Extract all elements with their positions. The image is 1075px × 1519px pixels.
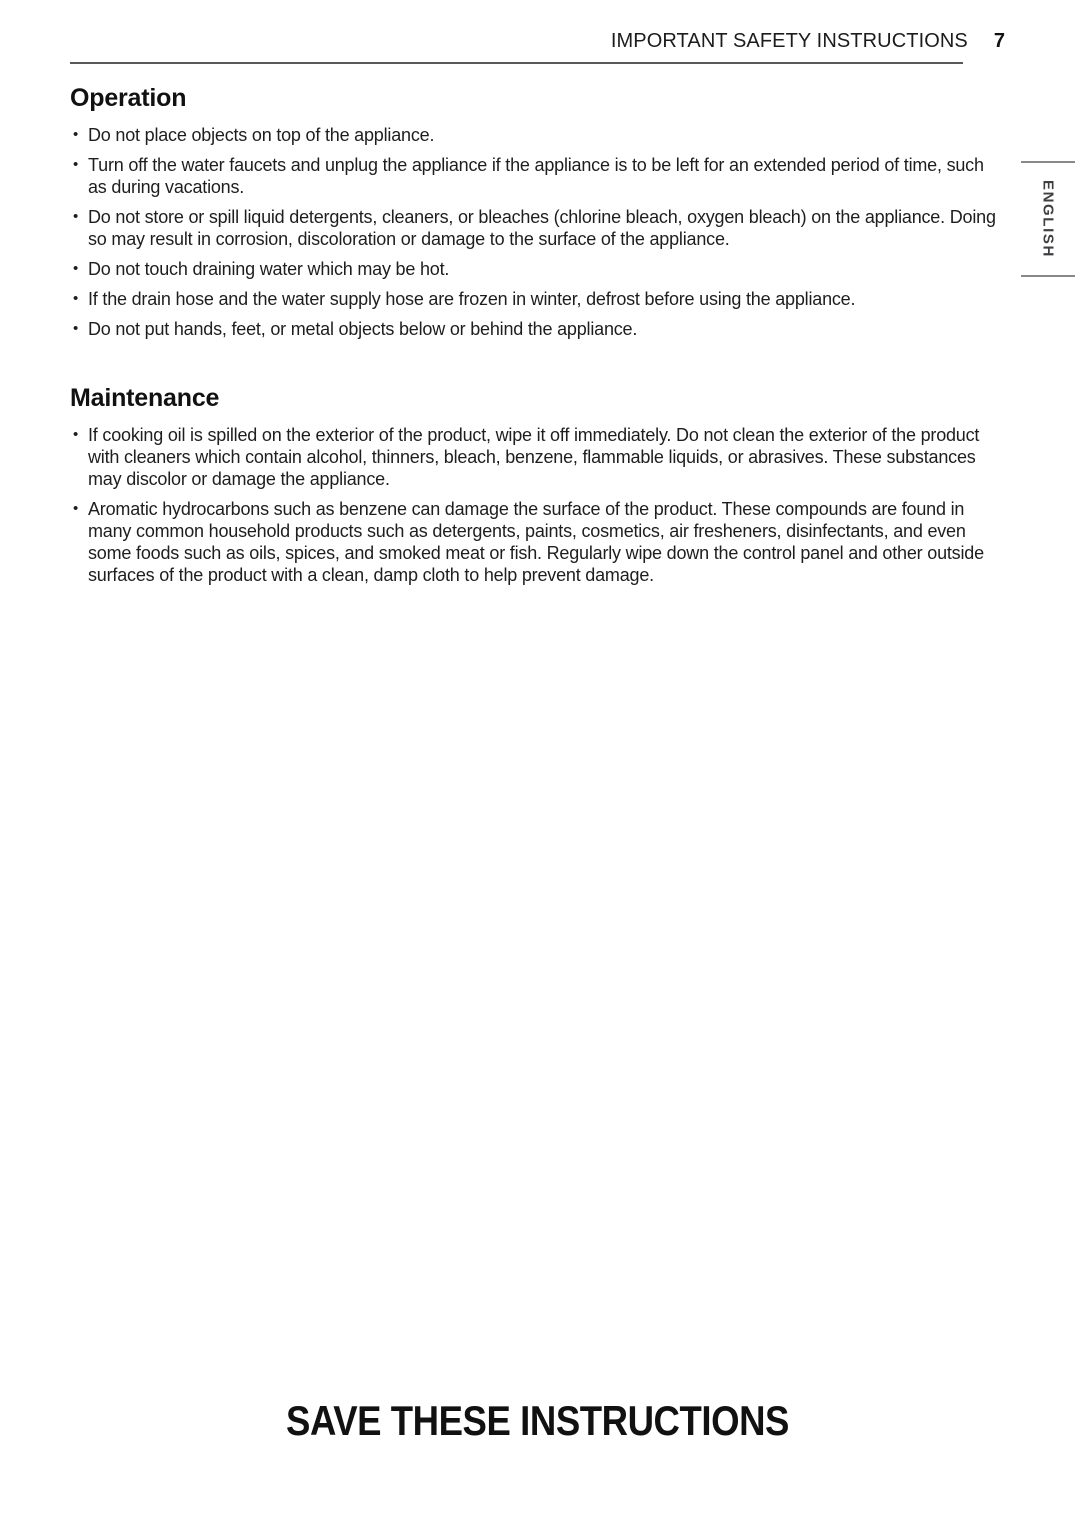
- language-tab-label: ENGLISH: [1039, 180, 1057, 258]
- page-header: [70, 30, 1005, 53]
- header-divider: [70, 62, 963, 64]
- bullet-item: • Aromatic hydrocarbons such as benzene can damage the surface of the product. These compounds are found in many common household products such as detergents, paints, cosmetics, air fresheners, disinfectants, and even some foods such as oils, spices, and smoked meat or fish. Regularly wipe down the control panel and other outside surfaces of the product with a clean, damp cloth to help prevent damage.: [70, 498, 1003, 586]
- bullet-list: [70, 124, 1003, 340]
- section-heading: Operation: [70, 84, 187, 112]
- bullet-item: • If cooking oil is spilled on the exterior of the product, wipe it off immediately. Do not clean the exterior of the product with cleaners which contain alcohol, thinners, bleach, benzene, flammable liquids, or abrasives. These substances may discolor or damage the appliance.: [70, 424, 1003, 490]
- bullet-item: • If the drain hose and the water supply hose are frozen in winter, defrost before using the appliance.: [70, 288, 1003, 310]
- header-title: IMPORTANT SAFETY INSTRUCTIONS: [610, 30, 968, 52]
- bullet-item: • Do not store or spill liquid detergents, cleaners, or bleaches (chlorine bleach, oxygen bleach) on the appliance. Doing so may result in corrosion, discoloration or damage to the surface of the appliance.: [70, 206, 1003, 250]
- page-number: 7: [993, 30, 1005, 52]
- section-heading: Maintenance: [70, 384, 220, 412]
- section-operation: [70, 84, 1003, 340]
- bullet-item: • Do not touch draining water which may be hot.: [70, 258, 1003, 280]
- page-content: [70, 84, 1003, 594]
- language-tab: [1021, 161, 1075, 277]
- bullet-item: • Do not place objects on top of the appliance.: [70, 124, 1003, 146]
- section-maintenance: [70, 384, 1003, 586]
- bullet-item: • Turn off the water faucets and unplug the appliance if the appliance is to be left for an extended period of time, such as during vacations.: [70, 154, 1003, 198]
- save-instructions-title: SAVE THESE INSTRUCTIONS: [286, 1397, 789, 1444]
- bullet-item: • Do not put hands, feet, or metal objects below or behind the appliance.: [70, 318, 1003, 340]
- bullet-list: [70, 424, 1003, 586]
